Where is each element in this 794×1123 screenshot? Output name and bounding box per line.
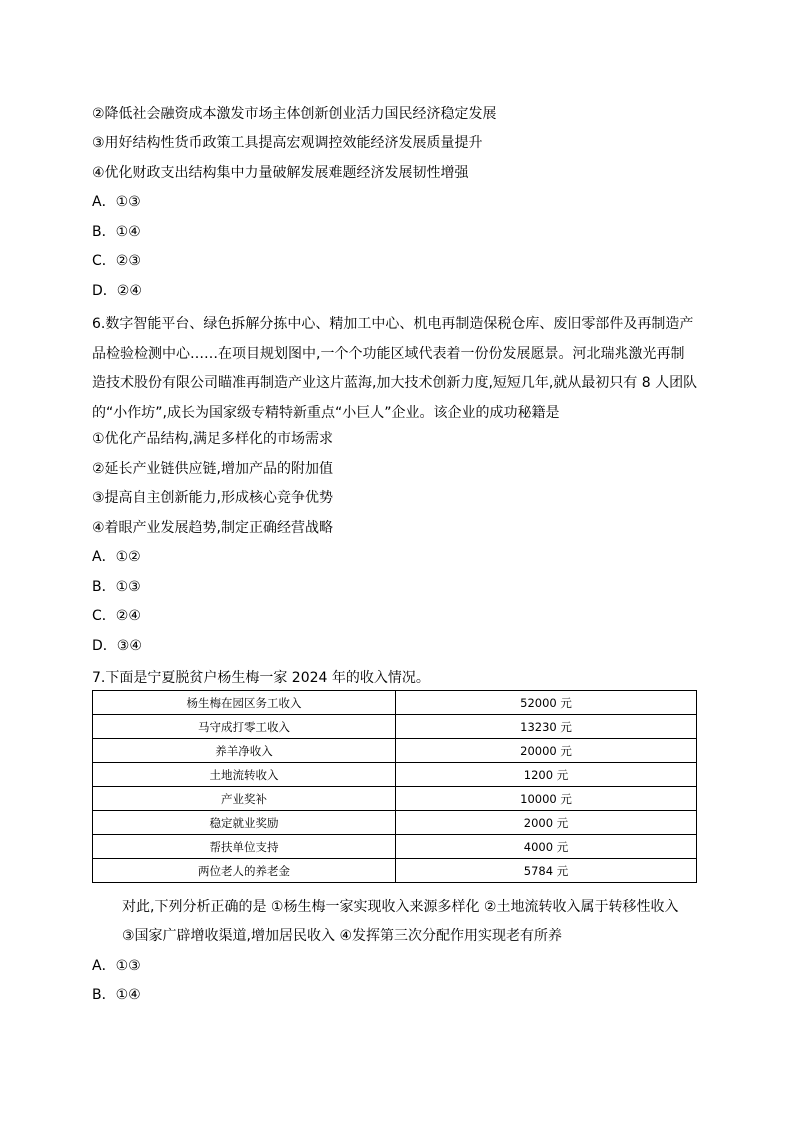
table-row bbox=[93, 811, 697, 835]
q5-statement-4: ④优化财政支出结构集中力量破解发展难题经济发展韧性增强 bbox=[92, 165, 469, 181]
income-item: 产业奖补 bbox=[93, 787, 396, 811]
q7-option-a: A．①③ bbox=[92, 958, 141, 974]
income-amount: 1200 元 bbox=[396, 763, 697, 787]
q5-statement-2: ②降低社会融资成本激发市场主体创新创业活力国民经济稳定发展 bbox=[92, 106, 497, 122]
income-item: 马守成打零工收入 bbox=[93, 715, 396, 739]
q6-option-d: D．③④ bbox=[92, 638, 142, 654]
q5-statement-3: ③用好结构性货币政策工具提高宏观调控效能经济发展质量提升 bbox=[92, 135, 483, 151]
table-row bbox=[93, 859, 697, 883]
income-item: 土地流转收入 bbox=[93, 763, 396, 787]
q6-statement-2: ②延长产业链供应链,增加产品的附加值 bbox=[92, 461, 333, 477]
q7-stem: 7.下面是宁夏脱贫户杨生梅一家 2024 年的收入情况。 bbox=[92, 670, 430, 686]
q6-statement-3: ③提高自主创新能力,形成核心竞争优势 bbox=[92, 490, 333, 506]
income-amount: 4000 元 bbox=[396, 835, 697, 859]
q5-option-b: B．①④ bbox=[92, 224, 141, 240]
income-item: 杨生梅在园区务工收入 bbox=[93, 691, 396, 715]
q7-analysis-line-2: ③国家广辟增收渠道,增加居民收入 ④发挥第三次分配作用实现老有所养 bbox=[122, 928, 563, 944]
income-amount: 2000 元 bbox=[396, 811, 697, 835]
table-row bbox=[93, 787, 697, 811]
income-item: 两位老人的养老金 bbox=[93, 859, 396, 883]
q6-statement-4: ④着眼产业发展趋势,制定正确经营战略 bbox=[92, 520, 333, 536]
income-amount: 52000 元 bbox=[396, 691, 697, 715]
income-amount: 20000 元 bbox=[396, 739, 697, 763]
income-item: 养羊净收入 bbox=[93, 739, 396, 763]
income-table bbox=[92, 690, 697, 883]
table-row bbox=[93, 739, 697, 763]
income-amount: 5784 元 bbox=[396, 859, 697, 883]
income-item: 帮扶单位支持 bbox=[93, 835, 396, 859]
table-row bbox=[93, 763, 697, 787]
q5-option-a: A．①③ bbox=[92, 194, 141, 210]
q5-option-c: C．②③ bbox=[92, 253, 141, 269]
q5-option-d: D．②④ bbox=[92, 283, 142, 299]
q6-stem: 6.数字智能平台、绿色拆解分拣中心、精加工中心、机电再制造保税仓库、废旧零部件及再制造产品检验检测中心……在项目规划图中,一个个功能区域代表着一份份发展愿景。河北瑞兆激光再制造技术股份有限公司瞄准再制造产业这片蓝海,加大技术创新力度,短短几年,就从最初只有 8 人团队的“小作坊”,成长为国家级专精特新重点“小巨人”企业。该企业的成功秘籍是 bbox=[92, 316, 698, 421]
income-amount: 13230 元 bbox=[396, 715, 697, 739]
income-amount: 10000 元 bbox=[396, 787, 697, 811]
q6-option-a: A．①② bbox=[92, 549, 141, 565]
q7-option-b: B．①④ bbox=[92, 987, 141, 1003]
table-row bbox=[93, 691, 697, 715]
q6-statement-1: ①优化产品结构,满足多样化的市场需求 bbox=[92, 431, 333, 447]
table-row bbox=[93, 715, 697, 739]
q6-option-b: B．①③ bbox=[92, 579, 141, 595]
income-item: 稳定就业奖励 bbox=[93, 811, 396, 835]
q7-analysis-line-1: 对此,下列分析正确的是 ①杨生梅一家实现收入来源多样化 ②土地流转收入属于转移性收入 bbox=[122, 899, 679, 915]
table-row bbox=[93, 835, 697, 859]
q6-option-c: C．②④ bbox=[92, 608, 141, 624]
